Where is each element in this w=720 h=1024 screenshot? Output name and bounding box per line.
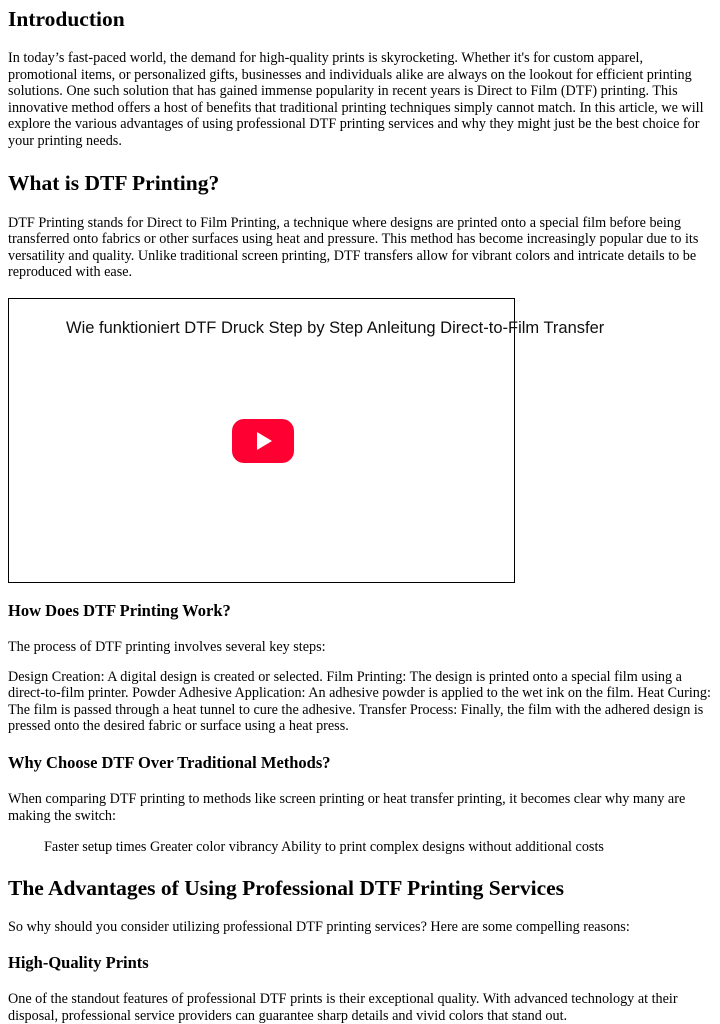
paragraph-why-choose: When comparing DTF printing to methods like screen printing or heat transfer printing, it becomes clear why many are making the switch: [8,790,686,824]
heading-introduction: Introduction [8,7,125,31]
heading-what-is-dtf: What is DTF Printing? [8,170,220,195]
paragraph-how-steps: Design Creation: A digital design is created or selected. Film Printing: The design is printed onto a special film using a direct-to-film printer. Powder Adhesive Application: An adhesive powder is applied to the wet ink on the film. Heat Curing: The film is passed through a heat tunnel to cure the adhesive. Transfer Process: Finally, the film with the adhered design is pressed onto the desired fabric or surface using a heat press. [8,668,711,735]
list-benefits: Faster setup times Greater color vibrancy Ability to print complex designs without additional costs [44,839,604,856]
play-button-svg [232,419,294,463]
paragraph-advantages: So why should you consider utilizing professional DTF printing services? Here are some compelling reasons: [8,918,630,935]
heading-how-it-works: How Does DTF Printing Work? [8,600,231,620]
heading-advantages: The Advantages of Using Professional DTF Printing Services [8,875,565,900]
paragraph-introduction: In today’s fast-paced world, the demand for high-quality prints is skyrocketing. Whether it's for custom apparel, promotional items, or personalized gifts, businesses and individuals alike are always on the lookout for efficient printing solutions. One such solution that has gained immense popularity in recent years is Direct to Film (DTF) printing. This innovative method offers a host of benefits that traditional printing techniques simply cannot match. In this article, we will explore the various advantages of using professional DTF printing services and why they might just be the best choice for your printing needs. [8,50,704,149]
play-icon[interactable] [232,419,294,463]
heading-why-choose: Why Choose DTF Over Traditional Methods? [8,752,331,772]
paragraph-high-quality: One of the standout features of professional DTF prints is their exceptional quality. With advanced technology at their disposal, professional service providers can guarantee sharp details and vivid colors that stand out. [8,991,678,1024]
video-embed[interactable] [8,298,605,583]
paragraph-how-intro: The process of DTF printing involves several key steps: [8,638,326,655]
video-title[interactable]: Wie funktioniert DTF Druck Step by Step Anleitung Direct-to-Film Transfer [66,318,605,337]
heading-high-quality: High-Quality Prints [8,953,149,973]
paragraph-what-is-dtf: DTF Printing stands for Direct to Film Printing, a technique where designs are printed onto a special film before being transferred onto fabrics or other surfaces using heat and pressure. This method has become increasingly popular due to its versatility and quality. Unlike traditional screen printing, DTF transfers allow for vibrant colors and intricate details to be reproduced with ease. [8,214,699,281]
